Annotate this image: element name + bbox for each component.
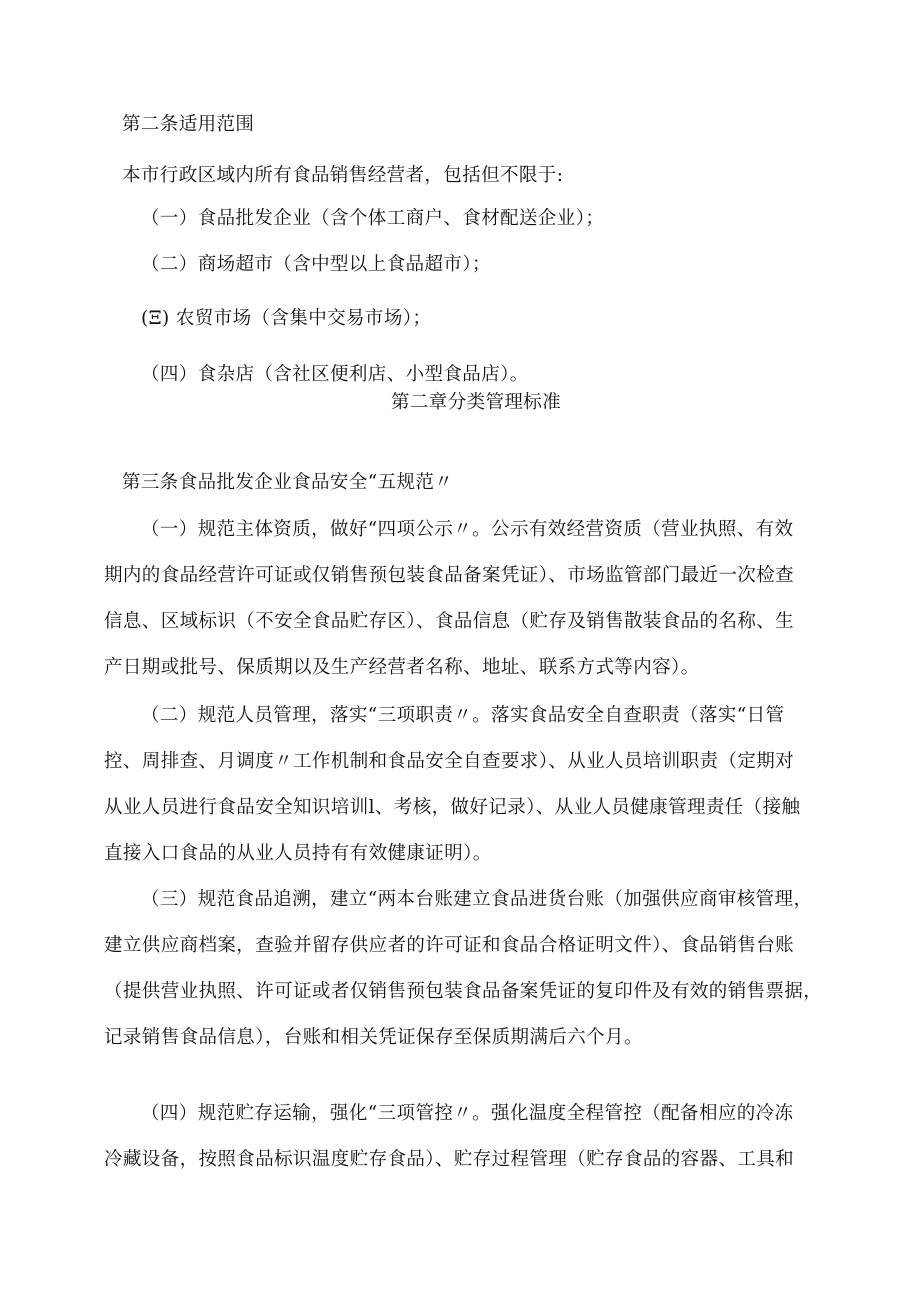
paragraph-3-line-1: （三）规范食品追溯，建立“两本台账建立食品进货台账（加强供应商审核管理， <box>141 889 813 910</box>
article-2-title: 第二条适用范围 <box>122 114 255 135</box>
paragraph-3-line-4: 记录销售食品信息），台账和相关凭证保存至保质期满后六个月。 <box>104 1027 643 1048</box>
chapter-2-title: 第二章分类管理标准 <box>391 392 562 413</box>
paragraph-2-line-4: 直接入口食品的从业人员持有有效健康证明）。 <box>104 843 492 864</box>
paragraph-1-line-1: （一）规范主体资质，做好“四项公示〃。公示有效经营资质（营业执照、有效 <box>141 519 794 540</box>
paragraph-4-line-2: 冷藏设备，按照食品标识温度贮存食品）、贮存过程管理（贮存食品的容器、工具和 <box>104 1149 795 1170</box>
paragraph-3-line-2: 建立供应商档案，查验并留存供应者的许可证和食品合格证明文件）、食品销售台账 <box>104 935 795 956</box>
paragraph-2-line-2: 控、周排查、月调度〃工作机制和食品安全自查要求）、从业人员培训职责（定期对 <box>104 751 795 772</box>
scope-item-4: （四）食杂店（含社区便利店、小型食品店）。 <box>141 364 529 385</box>
paragraph-1-line-4: 产日期或批号、保质期以及生产经营者名称、地址、联系方式等内容）。 <box>104 657 700 678</box>
paragraph-1-line-3: 信息、区域标识（不安全食品贮存区）、食品信息（贮存及销售散装食品的名称、生 <box>104 611 795 632</box>
scope-item-2: （二）商场超市（含中型以上食品超市）； <box>141 254 491 275</box>
article-2-intro: 本市行政区域内所有食品销售经营者，包括但不限于: <box>122 165 564 186</box>
paragraph-2-line-1: （二）规范人员管理，落实“三项职责〃。落实食品安全自查职责（落实“日管 <box>141 705 785 726</box>
paragraph-2-line-3: 从业人员进行食品安全知识培训l、考核，做好记录）、从业人员健康管理责任（接触 <box>104 797 801 818</box>
paragraph-3-line-3: （提供营业执照、许可证或者仅销售预包装食品备案凭证的复印件及有效的销售票据， <box>104 981 823 1002</box>
scope-item-3: (Ξ) 农贸市场（含集中交易市场）； <box>141 308 432 329</box>
paragraph-4-line-1: （四）规范贮存运输，强化“三项管控〃。强化温度全程管控（配备相应的冷冻 <box>141 1103 794 1124</box>
paragraph-1-line-2: 期内的食品经营许可证或仅销售预包装食品备案凭证）、市场监管部门最近一次检查 <box>104 565 795 586</box>
scope-item-1: （一）食品批发企业（含个体工商户、食材配送企业）； <box>141 208 605 229</box>
article-3-title: 第三条食品批发企业食品安全“五规范〃 <box>122 472 454 493</box>
